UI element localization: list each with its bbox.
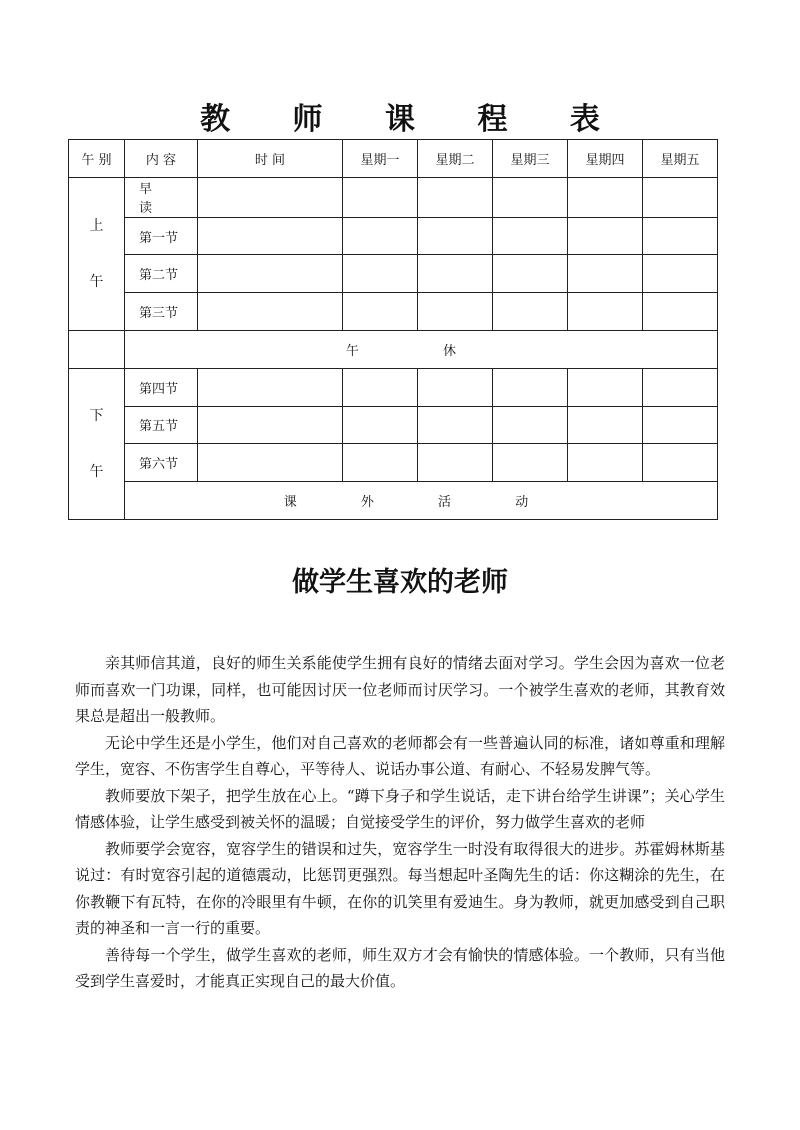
schedule-cell xyxy=(418,255,493,293)
schedule-cell xyxy=(643,217,718,255)
schedule-cell xyxy=(643,177,718,217)
schedule-cell xyxy=(643,368,718,406)
morning-label-bottom: 午 xyxy=(89,273,104,290)
schedule-table xyxy=(68,139,718,520)
schedule-cell xyxy=(418,293,493,331)
table-row xyxy=(69,293,718,331)
article-title: 做学生喜欢的老师 xyxy=(292,567,508,598)
article-paragraph: 教师要放下架子，把学生放在心上。“蹲下身子和学生说话，走下讲台给学生讲课”；关心学生情感体验，让学生感受到被关怀的温暖；自觉接受学生的评价，努力做学生喜欢的老师 xyxy=(75,786,725,831)
time-cell xyxy=(198,255,343,293)
morning-label-top: 上 xyxy=(89,217,104,234)
schedule-title: 教 师 课 程 表 xyxy=(200,102,626,137)
morning-label-cell xyxy=(69,177,125,330)
time-cell xyxy=(198,444,343,482)
header-cell-friday: 星期五 xyxy=(643,140,718,178)
schedule-cell xyxy=(568,217,643,255)
period-cell: 第三节 xyxy=(125,293,198,331)
activity-cell: 课 外 活 动 xyxy=(125,482,718,520)
schedule-cell xyxy=(643,444,718,482)
table-row xyxy=(69,368,718,406)
schedule-cell xyxy=(343,293,418,331)
schedule-cell xyxy=(493,444,568,482)
table-row xyxy=(69,444,718,482)
period-cell: 第四节 xyxy=(125,368,198,406)
schedule-cell xyxy=(568,177,643,217)
period-cell: 早 读 xyxy=(125,177,198,217)
article-paragraph: 无论中学生还是小学生，他们对自己喜欢的老师都会有一些普遍认同的标准，诸如尊重和理解学生，宽容、不伤害学生自尊心，平等待人、说话办事公道、有耐心、不轻易发脾气等。 xyxy=(75,733,725,778)
table-row xyxy=(69,177,718,217)
article-paragraph: 善待每一个学生，做学生喜欢的老师，师生双方才会有愉快的情感体验。一个教师，只有当他受到学生喜爱时，才能真正实现自己的最大价值。 xyxy=(75,945,725,990)
schedule-cell xyxy=(493,368,568,406)
schedule-cell xyxy=(418,444,493,482)
header-cell-monday: 星期一 xyxy=(343,140,418,178)
schedule-cell xyxy=(568,406,643,444)
schedule-cell xyxy=(493,293,568,331)
schedule-cell xyxy=(568,255,643,293)
table-row xyxy=(69,255,718,293)
time-cell xyxy=(198,368,343,406)
schedule-cell xyxy=(343,444,418,482)
schedule-cell xyxy=(343,255,418,293)
schedule-cell xyxy=(418,406,493,444)
schedule-cell xyxy=(343,368,418,406)
article-paragraph: 教师要学会宽容，宽容学生的错误和过失，宽容学生一时没有取得很大的进步。苏霍姆林斯基说过：有时宽容引起的道德震动，比惩罚更强烈。每当想起叶圣陶先生的话：你这糊涂的先生，在你教鞭下有瓦特，在你的冷眼里有牛顿，在你的讥笑里有爱迪生。身为教师，就更加感受到自己职责的神圣和一言一行的重要。 xyxy=(75,839,725,937)
period-cell: 第五节 xyxy=(125,406,198,444)
article-body xyxy=(75,650,725,995)
schedule-cell xyxy=(568,293,643,331)
schedule-cell xyxy=(343,406,418,444)
noon-break-cell: 午 休 xyxy=(125,330,718,368)
period-cell: 第六节 xyxy=(125,444,198,482)
noon-break-row xyxy=(69,330,718,368)
header-cell-period-type: 午 别 xyxy=(69,140,125,178)
table-row xyxy=(69,217,718,255)
header-row xyxy=(69,140,718,178)
time-cell xyxy=(198,177,343,217)
table-row xyxy=(69,406,718,444)
schedule-cell xyxy=(568,368,643,406)
schedule-cell xyxy=(493,406,568,444)
time-cell xyxy=(198,406,343,444)
schedule-cell xyxy=(343,177,418,217)
schedule-cell xyxy=(493,217,568,255)
schedule-cell xyxy=(643,293,718,331)
header-cell-tuesday: 星期二 xyxy=(418,140,493,178)
period-cell: 第二节 xyxy=(125,255,198,293)
header-cell-content: 内 容 xyxy=(125,140,198,178)
afternoon-label-top: 下 xyxy=(89,407,104,424)
header-cell-time: 时 间 xyxy=(198,140,343,178)
afternoon-label-bottom: 午 xyxy=(89,463,104,480)
empty-cell xyxy=(69,330,125,368)
article-paragraph: 亲其师信其道，良好的师生关系能使学生拥有良好的情绪去面对学习。学生会因为喜欢一位老师而喜欢一门功课，同样，也可能因讨厌一位老师而讨厌学习。一个被学生喜欢的老师，其教育效果总是超出一般教师。 xyxy=(75,654,725,725)
schedule-cell xyxy=(493,255,568,293)
activity-row xyxy=(69,482,718,520)
afternoon-label-cell xyxy=(69,368,125,519)
schedule-cell xyxy=(493,177,568,217)
schedule-cell xyxy=(643,406,718,444)
schedule-cell xyxy=(568,444,643,482)
schedule-cell xyxy=(418,177,493,217)
time-cell xyxy=(198,293,343,331)
schedule-cell xyxy=(418,217,493,255)
period-cell: 第一节 xyxy=(125,217,198,255)
header-cell-wednesday: 星期三 xyxy=(493,140,568,178)
schedule-cell xyxy=(418,368,493,406)
schedule-cell xyxy=(643,255,718,293)
schedule-cell xyxy=(343,217,418,255)
header-cell-thursday: 星期四 xyxy=(568,140,643,178)
time-cell xyxy=(198,217,343,255)
